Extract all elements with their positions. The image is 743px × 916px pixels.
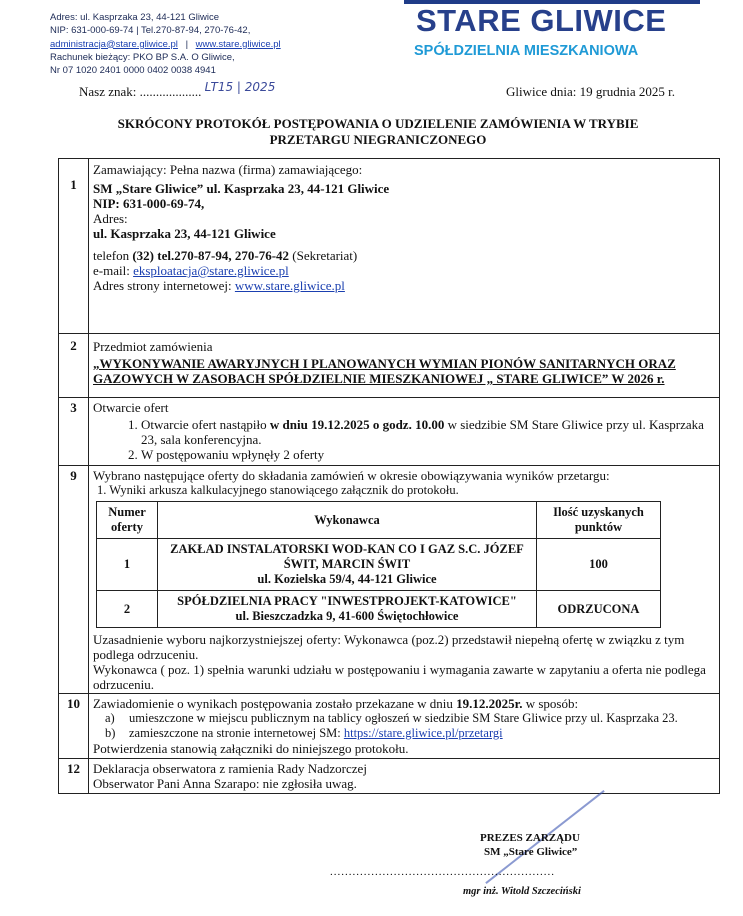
reference-number xyxy=(79,80,276,100)
col-points: Ilość uzyskanych punktów xyxy=(537,502,661,539)
email-label: e-mail: xyxy=(93,263,134,278)
phone-suffix: (Sekretariat) xyxy=(289,248,358,263)
notification-suffix: w sposób: xyxy=(522,696,579,711)
notification-b-text: zamieszczone na stronie internetowej SM: xyxy=(129,726,344,740)
opening-item-1-prefix: Otwarcie ofert nastąpiło xyxy=(141,417,270,432)
offer-points: 100 xyxy=(537,539,661,591)
section-2 xyxy=(59,334,720,398)
offer-contractor xyxy=(158,539,537,591)
offer-number: 1 xyxy=(97,539,158,591)
reference-label: Nasz znak: xyxy=(79,84,137,99)
col-offer-number: Numer oferty xyxy=(97,502,158,539)
section-number: 10 xyxy=(59,694,89,759)
signature-stamp xyxy=(470,831,580,859)
confirmation-note: Potwierdzenia stanowią załączniki do niniejszego protokołu. xyxy=(93,741,409,756)
order-subject: „WYKONYWANIE AWARYJNYCH I PLANOWANYCH WYMIAN PIONÓW SANITARNYCH ORAZ GAZOWYCH W ZASOBACH SPÓŁDZIELNIE MIESZKANIOWEJ „ STARE GLIWICE” W 2026 r. xyxy=(93,356,676,386)
notification-b xyxy=(93,726,715,741)
section-10-content xyxy=(89,694,720,759)
phone-numbers: (32) tel.270-87-94, 270-76-42 xyxy=(132,248,290,263)
opening-datetime: w dniu 19.12.2025 o godz. 10.00 xyxy=(269,417,445,432)
section-9 xyxy=(59,466,720,694)
buyer-address-label: Adres: xyxy=(93,211,128,226)
buyer-nip: NIP: 631-000-69-74, xyxy=(93,196,205,211)
buyer-email xyxy=(93,263,715,278)
offer-number: 2 xyxy=(97,591,158,628)
opening-label: Otwarcie ofert xyxy=(93,400,169,415)
contractor-name: ZAKŁAD INSTALATORSKI WOD-KAN CO I GAZ S.C. JÓZEF ŚWIT, MARCIN ŚWIT xyxy=(170,542,524,571)
reference-dots: ................... xyxy=(139,84,202,99)
opening-list xyxy=(93,417,715,462)
signature-dots: ............................................................ xyxy=(330,866,555,878)
notification-b-label: b) xyxy=(105,726,116,740)
signer-name: mgr inż. Witold Szczeciński xyxy=(463,886,581,897)
protocol-table xyxy=(58,158,720,794)
section-number: 9 xyxy=(59,466,89,694)
section-3-content xyxy=(89,398,720,466)
opening-item-1 xyxy=(141,417,715,447)
section-number: 1 xyxy=(59,159,89,334)
buyer-phone xyxy=(93,248,715,263)
opening-item-2: 2. W postępowaniu wpłynęły 2 oferty xyxy=(141,447,715,462)
document-title xyxy=(58,116,698,148)
section-number: 12 xyxy=(59,759,89,794)
letterhead-links xyxy=(50,38,281,51)
table-row xyxy=(97,591,661,628)
letterhead-email-link[interactable]: administracja@stare.gliwice.pl xyxy=(50,38,178,50)
offers-table xyxy=(96,501,661,628)
stamp-organization: SM „Stare Gliwice” xyxy=(484,846,578,858)
justification-2: Wykonawca ( poz. 1) spełnia warunki udziału w postępowaniu i wymagania zawarte w zapytaniu a oferta nie podlega odrzuceniu. xyxy=(93,662,706,692)
buyer-www xyxy=(93,278,715,293)
section-12 xyxy=(59,759,720,794)
section-1-content xyxy=(89,159,720,334)
logo-subtitle: SPÓŁDZIELNIA MIESZKANIOWA xyxy=(414,43,639,59)
section-3 xyxy=(59,398,720,466)
letterhead-separator: | xyxy=(185,38,189,50)
col-contractor: Wykonawca xyxy=(158,502,537,539)
opening-item-1-suffix: w siedzibie SM Stare Gliwice przy ul. Kasprzaka 23, sala konferencyjna. xyxy=(141,417,704,447)
letterhead-bank-2: Nr 07 1020 2401 0000 0402 0038 4941 xyxy=(50,65,216,77)
reference-handwritten: LT15 | 2025 xyxy=(204,80,276,94)
section-12-content xyxy=(89,759,720,794)
letterhead-contact xyxy=(50,11,281,77)
phone-prefix: telefon xyxy=(93,248,133,263)
contractor-name: SPÓŁDZIELNIA PRACY "INWESTPROJEKT-KATOWICE" xyxy=(177,594,517,608)
selection-item-1: 1. Wyniki arkusza kalkulacyjnego stanowiącego załącznik do protokołu. xyxy=(97,483,459,497)
notification-a-label: a) xyxy=(105,711,115,725)
section-10 xyxy=(59,694,720,759)
notification-a-text: umieszczone w miejscu publicznym na tablicy ogłoszeń w siedzibie SM Stare Gliwice przy ul. Kasprzaka 23. xyxy=(129,711,678,725)
buyer-label: Zamawiający: Pełna nazwa (firma) zamawiającego: xyxy=(93,162,363,177)
selection-label: Wybrano następujące oferty do składania zamówień w okresie obowiązywania wyników przetargu: xyxy=(93,468,610,483)
offers-header-row xyxy=(97,502,661,539)
title-line-1: SKRÓCONY PROTOKÓŁ POSTĘPOWANIA O UDZIELENIE ZAMÓWIENIA W TRYBIE xyxy=(117,116,639,131)
offer-points: ODRZUCONA xyxy=(537,591,661,628)
tenders-link[interactable]: https://stare.gliwice.pl/przetargi xyxy=(343,726,503,740)
observer-declaration: Deklaracja obserwatora z ramienia Rady Nadzorczej xyxy=(93,761,367,776)
stamp-role: PREZES ZARZĄDU xyxy=(480,832,580,844)
notification-date: 19.12.2025r. xyxy=(456,696,523,711)
title-line-2: PRZETARGU NIEGRANICZONEGO xyxy=(269,132,487,147)
letterhead-bank-1: Rachunek bieżący: PKO BP S.A. O Gliwice, xyxy=(50,51,235,63)
section-number: 2 xyxy=(59,334,89,398)
logo-title: STARE GLIWICE xyxy=(416,3,667,38)
buyer-address: ul. Kasprzaka 23, 44-121 Gliwice xyxy=(93,226,276,241)
contractor-address: ul. Bieszczadzka 9, 41-600 Świętochłowice xyxy=(235,609,459,623)
buyer-name: SM „Stare Gliwice” ul. Kasprzaka 23, 44-121 Gliwice xyxy=(93,181,390,196)
contractor-address: ul. Kozielska 59/4, 44-121 Gliwice xyxy=(257,572,437,586)
justification-1: Uzasadnienie wyboru najkorzystniejszej oferty: Wykonawca (poz.2) przedstawił niepełną ofertę w związku z tym podlega odrzuceniu. xyxy=(93,632,685,662)
buyer-email-link[interactable]: eksploatacja@stare.gliwice.pl xyxy=(133,263,289,278)
www-label: Adres strony internetowej: xyxy=(93,278,235,293)
section-number: 3 xyxy=(59,398,89,466)
section-2-content xyxy=(89,334,720,398)
subject-label: Przedmiot zamówienia xyxy=(93,339,213,354)
notification-a xyxy=(93,711,715,726)
document-date: Gliwice dnia: 19 grudnia 2025 r. xyxy=(506,84,675,99)
table-row xyxy=(97,539,661,591)
notification-line xyxy=(93,696,715,711)
letterhead-nip-tel: NIP: 631-000-69-74 | Tel.270-87-94, 270-76-42, xyxy=(50,25,251,37)
offer-contractor xyxy=(158,591,537,628)
letterhead-address: Adres: ul. Kasprzaka 23, 44-121 Gliwice xyxy=(50,12,219,23)
letterhead-www-link[interactable]: www.stare.gliwice.pl xyxy=(195,38,281,50)
buyer-www-link[interactable]: www.stare.gliwice.pl xyxy=(234,278,345,293)
section-1 xyxy=(59,159,720,334)
observer-statement: Obserwator Pani Anna Szarapo: nie zgłosiła uwag. xyxy=(93,776,357,791)
notification-prefix: Zawiadomienie o wynikach postępowania zostało przekazane w dniu xyxy=(93,696,457,711)
section-9-content xyxy=(89,466,720,694)
